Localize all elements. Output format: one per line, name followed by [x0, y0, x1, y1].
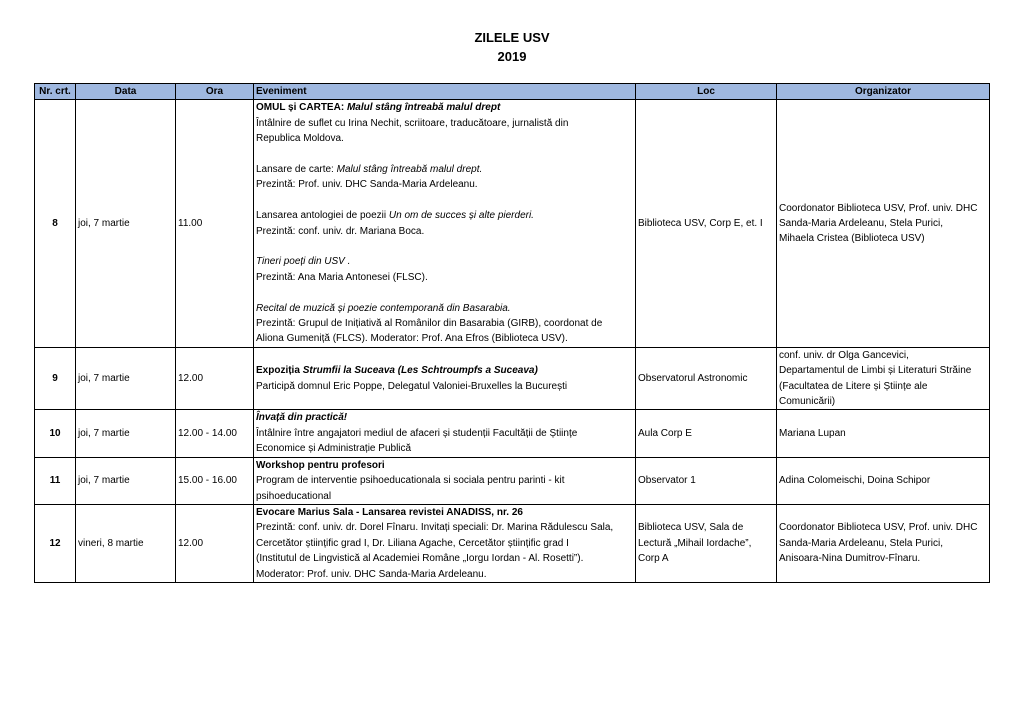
event-line: Economice și Administrație Publică [256, 443, 412, 455]
header-data: Data [76, 84, 176, 100]
header-loc: Loc [636, 84, 777, 100]
event-line: Recital de muzică și poezie contemporană din Basarabia. [256, 302, 511, 314]
header-eveniment: Eveniment [254, 84, 636, 100]
row-event [254, 347, 636, 410]
row-location: Observator 1 [636, 457, 777, 504]
event-line: Program de interventie psihoeducationala si sociala pentru parinti - kit [256, 475, 565, 487]
table-row [35, 410, 990, 457]
event-line: Prezintă: Prof. univ. DHC Sanda-Maria Ardeleanu. [256, 179, 478, 191]
row-event [254, 410, 636, 457]
row-location: Observatorul Astronomic [636, 347, 777, 410]
row-date: joi, 7 martie [76, 347, 176, 410]
event-line: Prezintă: Grupul de Inițiativă al Românilor din Basarabia (GIRB), coordonat de [256, 318, 603, 330]
event-title: Workshop pentru profesori [256, 459, 385, 471]
event-line: Cercetător științific grad I, Dr. Liliana Agache, Cercetător științific grad I [256, 537, 569, 549]
event-title: OMUL și CARTEA: Malul stâng întreabă malul drept [256, 102, 501, 114]
row-time: 12.00 [176, 504, 254, 582]
row-organizer: conf. univ. dr Olga Gancevici, Departamentul de Limbi și Literaturi Străine (Facultatea de Litere și Științe ale Comunicării) [777, 347, 990, 410]
event-line: Moderator: Prof. univ. DHC Sanda-Maria Ardeleanu. [256, 568, 487, 580]
table-row [35, 347, 990, 410]
row-date: vineri, 8 martie [76, 504, 176, 582]
header-nr: Nr. crt. [35, 84, 76, 100]
events-table [34, 83, 990, 583]
event-line: Prezintă: conf. univ. dr. Mariana Boca. [256, 225, 425, 237]
row-time: 12.00 - 14.00 [176, 410, 254, 457]
event-line: Aliona Gumeniță (FLCS). Moderator: Prof. Ana Efros (Biblioteca USV). [256, 333, 568, 345]
row-organizer: Adina Colomeischi, Doina Schipor [777, 457, 990, 504]
table-header-row [35, 84, 990, 100]
row-location: Biblioteca USV, Sala de Lectură „Mihail Iordache”, Corp A [636, 504, 777, 582]
header-ora: Ora [176, 84, 254, 100]
row-location: Aula Corp E [636, 410, 777, 457]
event-line: Tineri poeți din USV . [256, 256, 351, 268]
row-time: 11.00 [176, 100, 254, 347]
event-title: Expoziția Strumfii la Suceava (Les Schtroumpfs a Suceava) [256, 365, 538, 377]
event-title: Învață din practică! [256, 412, 348, 424]
row-organizer: Mariana Lupan [777, 410, 990, 457]
event-line: Prezintă: Ana Maria Antonesei (FLSC). [256, 271, 428, 283]
row-time: 15.00 - 16.00 [176, 457, 254, 504]
document-year: 2019 [497, 49, 527, 64]
table-row [35, 504, 990, 582]
row-number: 12 [35, 504, 76, 582]
event-line: Lansare de carte: Malul stâng întreabă malul drept. [256, 164, 483, 176]
event-line: Întâlnire de suflet cu Irina Nechit, scriitoare, traducătoare, jurnalistă din [256, 117, 569, 129]
document-title: ZILELE USV [474, 30, 550, 45]
row-date: joi, 7 martie [76, 410, 176, 457]
table-row [35, 100, 990, 347]
event-line: (Institutul de Lingvistică al Academiei Române „Iorgu Iordan - Al. Rosetti”). [256, 553, 584, 565]
event-title: Evocare Marius Sala - Lansarea revistei ANADISS, nr. 26 [256, 506, 523, 518]
table-row [35, 457, 990, 504]
event-line: Întâlnire între angajatori mediul de afaceri și studenții Facultății de Științe [256, 427, 578, 439]
row-event [254, 504, 636, 582]
row-event [254, 100, 636, 347]
row-organizer: Coordonator Biblioteca USV, Prof. univ. DHC Sanda-Maria Ardeleanu, Stela Purici, Anisoara-Nina Dumitrov-Fînaru. [777, 504, 990, 582]
row-number: 8 [35, 100, 76, 347]
event-line: Prezintă: conf. univ. dr. Dorel Fînaru. Invitați speciali: Dr. Marina Rădulescu Sala, [256, 522, 614, 534]
event-line: Republica Moldova. [256, 133, 344, 145]
row-location: Biblioteca USV, Corp E, et. I [636, 100, 777, 347]
row-number: 9 [35, 347, 76, 410]
row-number: 10 [35, 410, 76, 457]
row-time: 12.00 [176, 347, 254, 410]
header-organizator: Organizator [777, 84, 990, 100]
row-event [254, 457, 636, 504]
event-line: Lansarea antologiei de poezii Un om de succes și alte pierderi. [256, 210, 534, 222]
event-line: Participă domnul Eric Poppe, Delegatul Valoniei-Bruxelles la București [256, 380, 568, 392]
row-date: joi, 7 martie [76, 100, 176, 347]
row-number: 11 [35, 457, 76, 504]
row-organizer: Coordonator Biblioteca USV, Prof. univ. DHC Sanda-Maria Ardeleanu, Stela Purici, Mihaela Cristea (Biblioteca USV) [777, 100, 990, 347]
row-date: joi, 7 martie [76, 457, 176, 504]
event-line: psihoeducational [256, 490, 332, 502]
